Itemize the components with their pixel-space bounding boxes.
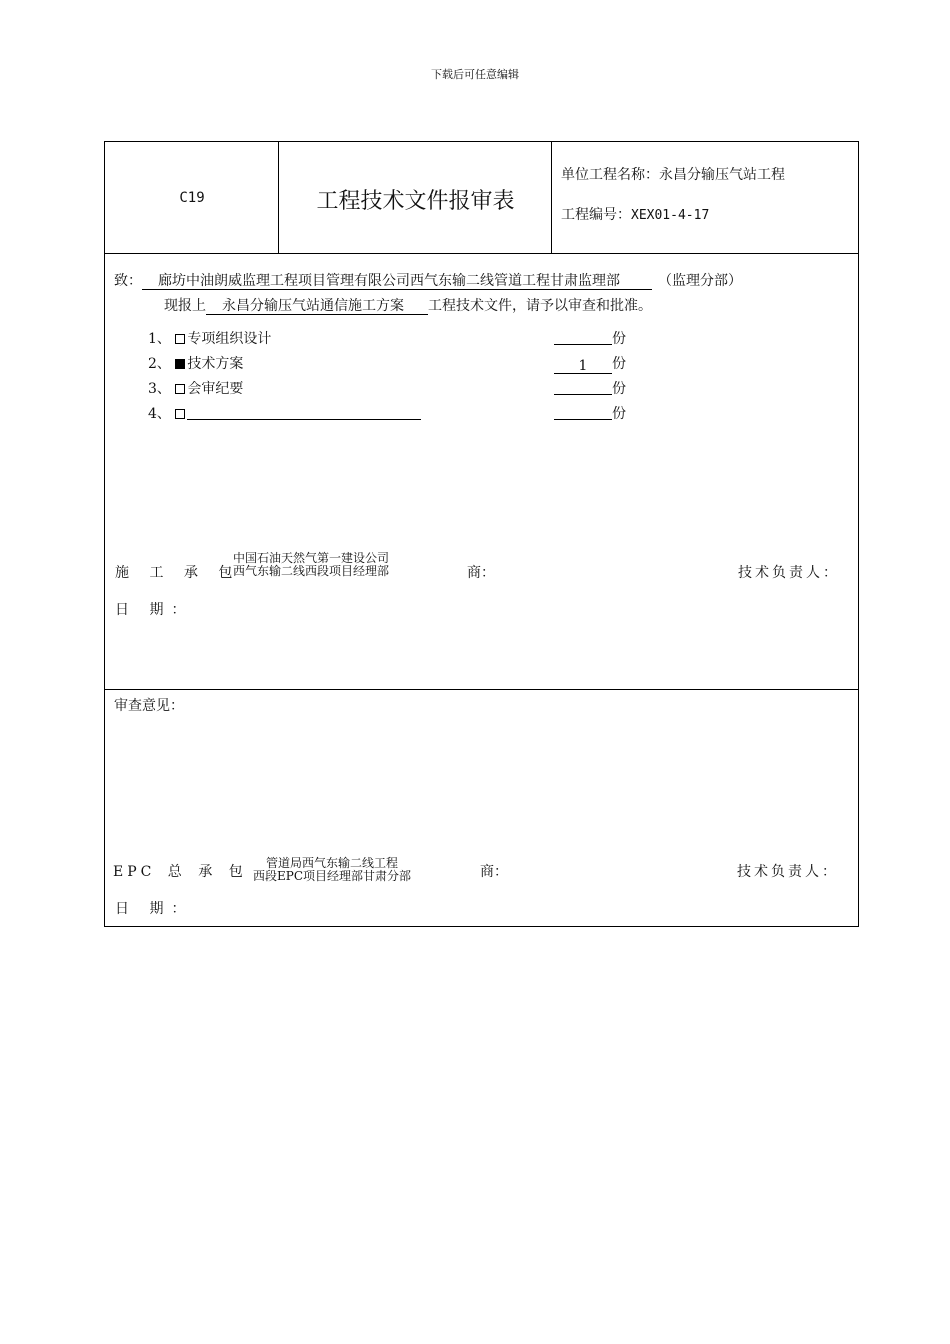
- report-suffix: 工程技术文件，请予以审查和批准。: [428, 298, 652, 314]
- project-no-label: 工程编号：: [561, 207, 631, 223]
- item-count: [554, 403, 626, 423]
- contractor-shang: 商：: [467, 565, 495, 581]
- project-no-row: [561, 204, 709, 224]
- count-field[interactable]: 1: [554, 359, 612, 374]
- item-count: [554, 378, 626, 398]
- report-row: [164, 295, 652, 315]
- checkbox-unchecked[interactable]: [175, 384, 185, 394]
- epc-shang: 商：: [480, 864, 508, 880]
- epc-org-line1: 管道局西气东输二线工程: [266, 856, 399, 870]
- item-row: [148, 353, 243, 373]
- project-name-row: [561, 164, 785, 184]
- item-label: 专项组织设计: [187, 331, 272, 347]
- item-index: 3、: [148, 381, 171, 397]
- report-prefix: 现报上: [164, 298, 206, 314]
- unit-label: 份: [612, 381, 626, 397]
- other-item-field[interactable]: [187, 405, 421, 420]
- contractor-label: 施 工 承 包: [115, 565, 241, 581]
- checkbox-checked[interactable]: [175, 359, 185, 369]
- form-code: C19: [179, 190, 205, 206]
- recipient-org: 廊坊中油朗威监理工程项目管理有限公司西气东输二线管道工程甘肃监理部: [142, 273, 652, 290]
- contractor-org-line1: 中国石油天然气第一建设公司: [233, 551, 390, 565]
- plan-name: 永昌分输压气站通信施工方案: [206, 298, 428, 315]
- count-field[interactable]: [554, 330, 612, 345]
- epc-org: [253, 857, 411, 883]
- unit-label: 份: [612, 331, 626, 347]
- contractor-tech-lead: 技术负责人：: [738, 565, 840, 581]
- item-row: [148, 328, 271, 348]
- recipient-suffix: （监理分部）: [658, 273, 742, 289]
- recipient-row: [114, 270, 742, 290]
- contractor-org: [233, 552, 389, 578]
- item-label: 会审纪要: [187, 381, 244, 397]
- item-index: 1、: [148, 331, 171, 347]
- row-divider: [105, 689, 858, 690]
- item-row: [148, 378, 243, 398]
- item-label: 技术方案: [187, 356, 244, 372]
- checkbox-unchecked[interactable]: [175, 334, 185, 344]
- item-index: 4、: [148, 406, 171, 422]
- unit-label: 份: [612, 356, 626, 372]
- epc-label: EPC 总 承 包: [113, 864, 247, 880]
- item-index: 2、: [148, 356, 171, 372]
- page-header-note: 下载后可任意编辑: [431, 68, 519, 81]
- item-count: [554, 328, 626, 348]
- project-name-label: 单位工程名称：: [561, 167, 659, 183]
- contractor-date-label: 日 期：: [115, 602, 194, 618]
- checkbox-unchecked[interactable]: [175, 409, 185, 419]
- project-name-value: 永昌分输压气站工程: [659, 167, 785, 183]
- item-row: [148, 403, 421, 423]
- to-label: 致：: [114, 273, 142, 289]
- review-label: 审查意见：: [114, 698, 184, 714]
- contractor-org-line2: 西气东输二线西段项目经理部: [233, 564, 390, 578]
- count-field[interactable]: [554, 405, 612, 420]
- count-field[interactable]: [554, 380, 612, 395]
- epc-org-line2: 西段EPC项目经理部甘肃分部: [253, 869, 412, 883]
- project-no-value: XEX01-4-17: [631, 208, 710, 223]
- unit-label: 份: [612, 406, 626, 422]
- form-title: 工程技术文件报审表: [316, 189, 515, 214]
- epc-date-label: 日 期：: [115, 901, 194, 917]
- epc-tech-lead: 技术负责人：: [737, 864, 839, 880]
- review-form: [104, 141, 859, 927]
- row-divider: [105, 253, 858, 254]
- item-count: [554, 353, 626, 374]
